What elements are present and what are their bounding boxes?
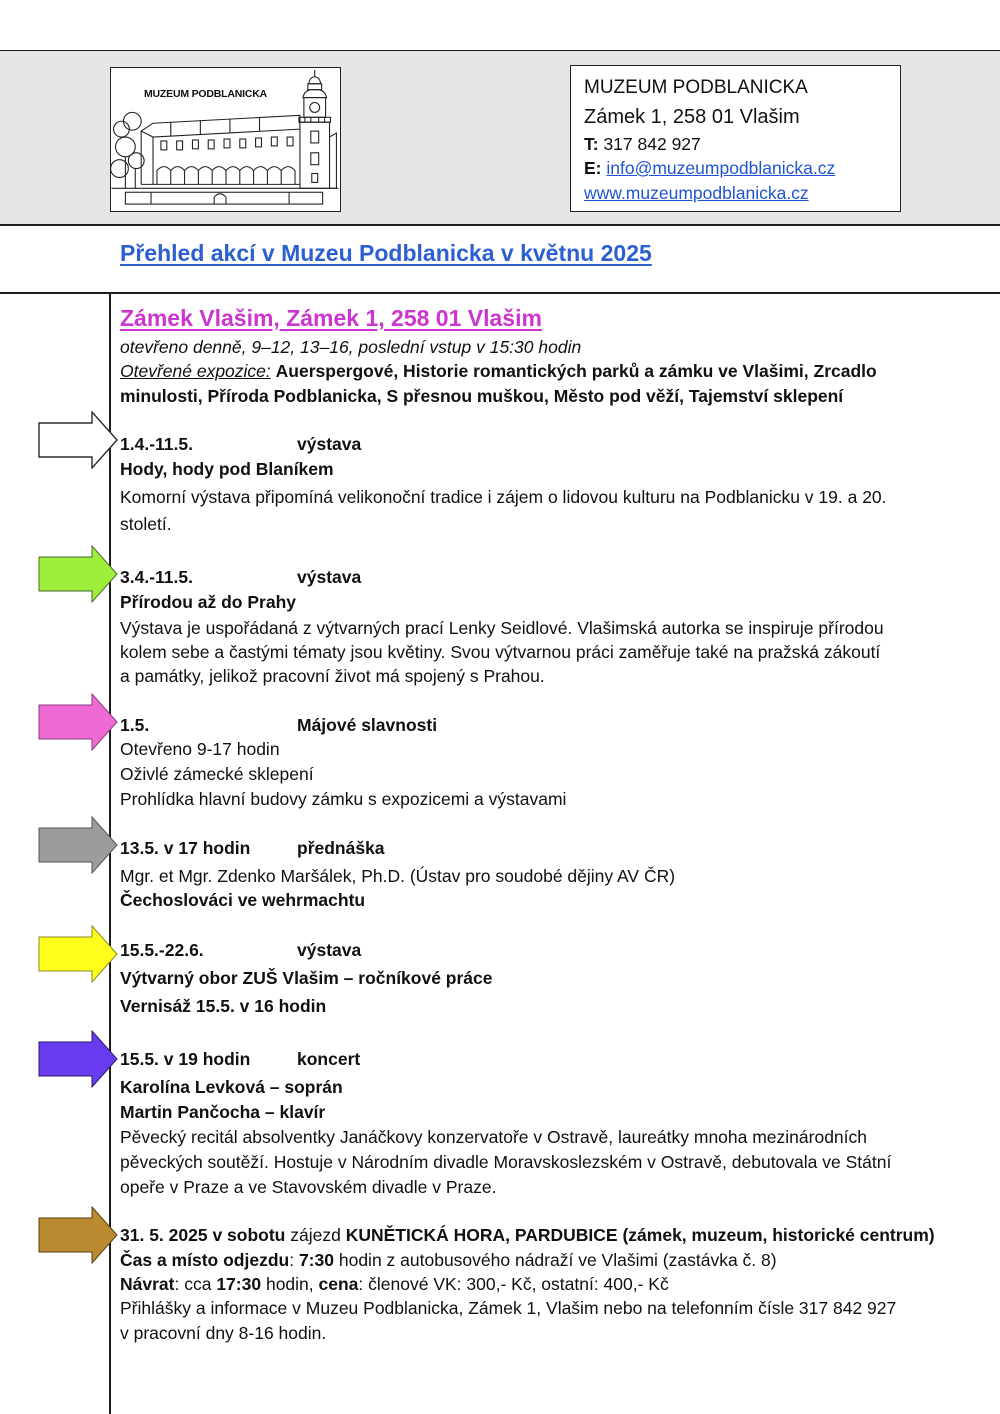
trip-departure [120, 1248, 777, 1272]
event-speaker: Mgr. et Mgr. Zdenko Maršálek, Ph.D. (Ústav pro soudobé dějiny AV ČR) [120, 866, 676, 886]
event-type: koncert [297, 1049, 361, 1069]
return-text-2: hodin, [265, 1274, 314, 1294]
event-description-line: Výstava je uspořádaná z výtvarných prací Lenky Seidlové. Vlašimská autorka se inspiruje přírodou [120, 618, 884, 638]
header-bottom-rule [0, 224, 1000, 226]
event-date-line [120, 938, 362, 962]
email-label: E: [584, 158, 602, 178]
event-date-line [120, 836, 385, 860]
event-title: Čechoslováci ve wehrmachtu [120, 890, 366, 910]
phone-label: T: [584, 134, 599, 154]
trip-registration-line: v pracovní dny 8-16 hodin. [120, 1323, 327, 1343]
event-type: výstava [297, 940, 362, 960]
event-description-line: Komorní výstava připomíná velikonoční tradice i zájem o lidovou kulturu na Podblanicku v 19. a 20. [120, 487, 887, 507]
event-performer: Karolína Levková – soprán [120, 1077, 343, 1097]
return-time: 17:30 [216, 1274, 262, 1294]
departure-sep: : [289, 1250, 295, 1270]
event-type: přednáška [297, 838, 385, 858]
arrow-right-icon [38, 411, 118, 469]
arrow-right-icon [38, 545, 118, 603]
event-date-line [120, 565, 362, 589]
event-date: 13.5. v 17 hodin [120, 838, 251, 858]
event-date: 1.5. [120, 715, 150, 735]
museum-logo [110, 67, 341, 212]
website-link[interactable]: www.muzeumpodblanicka.cz [584, 183, 809, 203]
event-title: Přírodou až do Prahy [120, 592, 296, 612]
event-description-line: pěveckých soutěží. Hostuje v Národním divadle Moravskoslezském v Ostravě, debutovala ve Státní [120, 1152, 892, 1172]
return-text: : cca [174, 1274, 212, 1294]
event-date: 15.5. v 19 hodin [120, 1049, 251, 1069]
event-date-line [120, 713, 438, 737]
trip-return-price [120, 1272, 669, 1296]
event-date: 15.5.-22.6. [120, 940, 204, 960]
venue-exhibitions-line-1 [120, 359, 877, 383]
arrow-right-icon [38, 693, 118, 751]
departure-text: hodin z autobusového nádraží ve Vlašimi (zastávka č. 8) [338, 1250, 777, 1270]
event-type: Májové slavnosti [297, 715, 438, 735]
contact-address: Zámek 1, 258 01 Vlašim [584, 106, 800, 128]
trip-destination: KUNĚTICKÁ HORA, PARDUBICE (zámek, muzeum, historické centrum) [345, 1225, 935, 1245]
event-description-line: a památky, jelikož pracovní život má spojený s Prahou. [120, 666, 545, 686]
event-detail-line: Prohlídka hlavní budovy zámku s expozicemi a výstavami [120, 789, 567, 809]
price-text: : členové VK: 300,- Kč, ostatní: 400,- Kč [358, 1274, 669, 1294]
departure-time: 7:30 [298, 1250, 334, 1270]
event-opening: Vernisáž 15.5. v 16 hodin [120, 996, 327, 1016]
event-performer: Martin Pančocha – klavír [120, 1102, 326, 1122]
event-description-line: století. [120, 514, 172, 534]
event-type: výstava [297, 434, 362, 454]
venue-hours: otevřeno denně, 9–12, 13–16, poslední vstup v 15:30 hodin [120, 337, 582, 357]
contact-phone-line [584, 132, 701, 156]
event-detail-line: Oživlé zámecké sklepení [120, 764, 314, 784]
contact-email-line [584, 156, 835, 180]
event-date-line [120, 1047, 361, 1071]
email-link[interactable]: info@muzeumpodblanicka.cz [606, 158, 836, 178]
trip-registration-line: Přihlášky a informace v Muzeu Podblanicka, Zámek 1, Vlašim nebo na telefonním čísle 317 842 927 [120, 1298, 897, 1318]
event-date: 1.4.-11.5. [120, 434, 193, 454]
event-type: zájezd [290, 1225, 341, 1245]
venue-heading: Zámek Vlašim, Zámek 1, 258 01 Vlašim [120, 305, 542, 331]
phone-number: 317 842 927 [603, 134, 701, 154]
event-detail-line: Otevřeno 9-17 hodin [120, 739, 280, 759]
exhibitions-list-part-1: Auerspergové, Historie romantických parků a zámku ve Vlašimi, Zrcadlo [275, 361, 877, 381]
event-title: Hody, hody pod Blaníkem [120, 459, 334, 479]
contact-box [570, 65, 901, 212]
event-date: 31. 5. 2025 v sobotu [120, 1225, 286, 1245]
arrow-right-icon [38, 925, 118, 983]
event-description-line: kolem sebe a častými tématy jsou květiny. Svou výtvarnou práci zaměřuje také na pražská zákoutí [120, 642, 881, 662]
arrow-right-icon [38, 1030, 118, 1088]
exhibitions-list-part-2: minulosti, Příroda Podblanicka, S přesnou muškou, Město pod věží, Tajemství sklepení [120, 386, 844, 406]
return-label: Návrat [120, 1274, 175, 1294]
page-title: Přehled akcí v Muzeu Podblanicka v květnu 2025 [120, 240, 652, 266]
event-date-line [120, 1223, 935, 1247]
price-label: cena [318, 1274, 359, 1294]
event-description-line: opeře v Praze a ve Stavovském divadle v Praze. [120, 1177, 497, 1197]
event-description-line: Pěvecký recitál absolventky Janáčkovy konzervatoře v Ostravě, laureátky mnoha mezinárodních [120, 1127, 868, 1147]
arrow-right-icon [38, 816, 118, 874]
contact-web-line [584, 181, 809, 205]
contact-museum-name: MUZEUM PODBLANICKA [584, 77, 808, 98]
event-date-line [120, 432, 362, 456]
event-type: výstava [297, 567, 362, 587]
title-rule [0, 292, 1000, 294]
event-title: Výtvarný obor ZUŠ Vlašim – ročníkové práce [120, 968, 493, 988]
exhibitions-label: Otevřené expozice: [120, 361, 271, 381]
logo-wordmark: MUZEUM PODBLANICKA [144, 88, 267, 100]
departure-label: Čas a místo odjezdu [120, 1250, 290, 1270]
arrow-right-icon [38, 1206, 118, 1264]
event-date: 3.4.-11.5. [120, 567, 193, 587]
